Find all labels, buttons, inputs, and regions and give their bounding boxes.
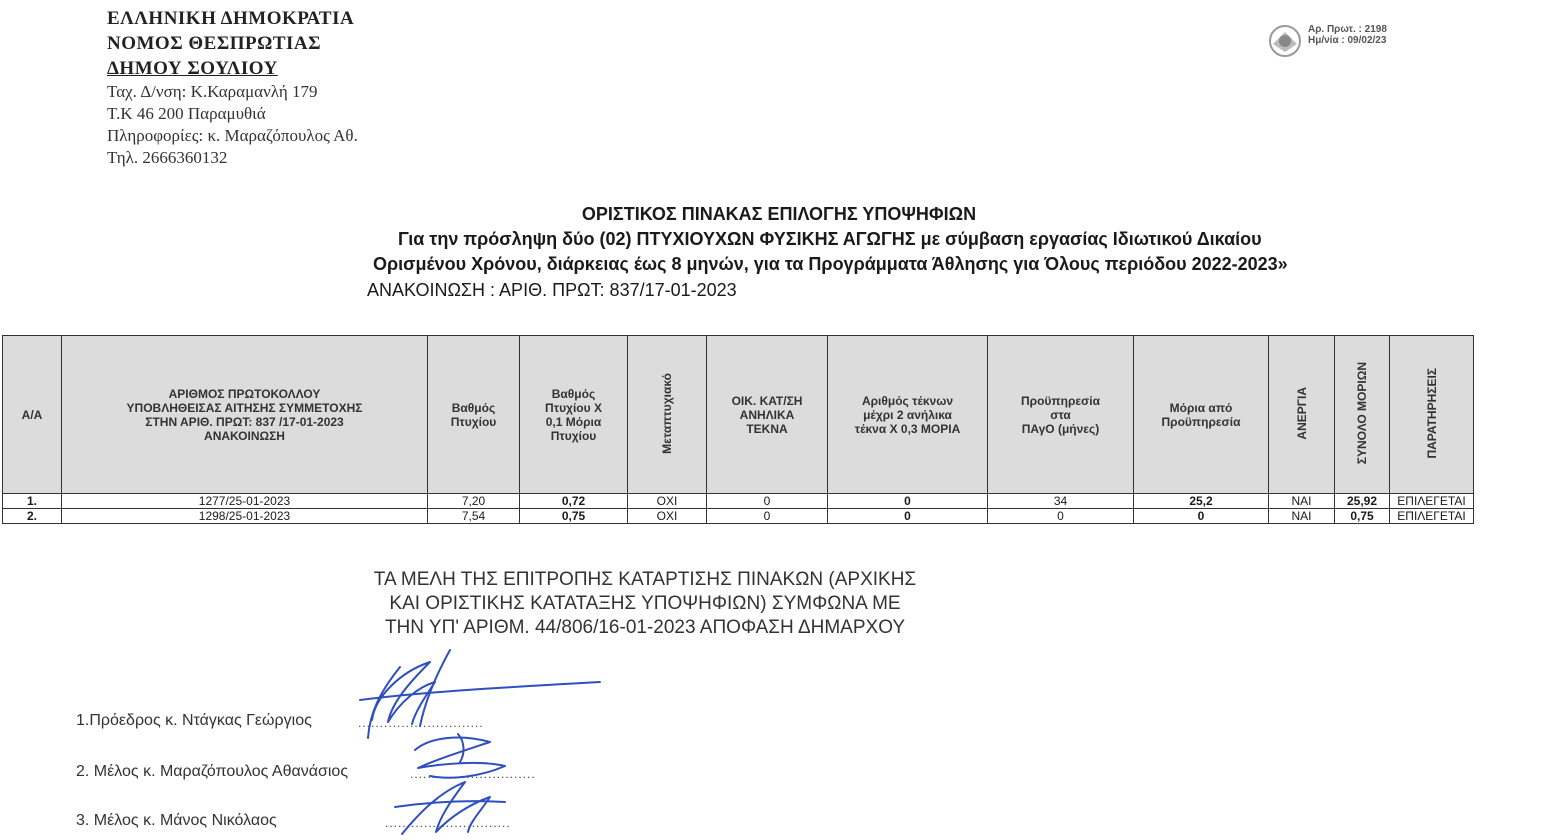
header-phone: Τηλ. 2666360132 (107, 148, 228, 167)
header-address: Ταχ. Δ/νση: Κ.Καραμανλή 179 (107, 82, 318, 101)
title-announcement: ΑΝΑΚΟΙΝΩΣΗ : ΑΡΙΘ. ΠΡΩΤ: 837/17-01-2023 (367, 280, 737, 300)
cell-total: 0,75 (1335, 509, 1390, 524)
cell-remarks: ΕΠΙΛΕΓΕΤΑΙ (1390, 509, 1474, 524)
signatures-graphic (340, 642, 610, 840)
table-header-row (3, 336, 1474, 494)
col-header-total: ΣΥΝΟΛΟ ΜΟΡΙΩΝ (1335, 336, 1390, 494)
col-header-protocol: ΑΡΙΘΜΟΣ ΠΡΩΤΟΚΟΛΛΟΥ ΥΠΟΒΛΗΘΕΙΣΑΣ ΑΙΤΗΣΗΣ ΣΥΜΜΕΤΟΧΗΣ ΣΤΗΝ ΑΡΙΘ. ΠΡΩΤ: 837 /17-01-2023 ΑΝΑΚΟΙΝΩΣΗ (62, 336, 428, 494)
cell-grade: 7,54 (428, 509, 520, 524)
member-third: 3. Μέλος κ. Μάνος Νικόλαος (76, 812, 277, 829)
col-header-grade: Βαθμός Πτυχίου (428, 336, 520, 494)
signature-dots: ............................. (410, 767, 536, 781)
protocol-stamp (1268, 24, 1387, 58)
cell-remarks: ΕΠΙΛΕΓΕΤΑΙ (1390, 494, 1474, 509)
signature-dots: ............................. (358, 716, 484, 730)
cell-minor-children: 0 (707, 494, 828, 509)
member-secretary: 2. Μέλος κ. Μαραζόπουλος Αθανάσιος (76, 763, 349, 780)
signature-secretary (415, 734, 505, 778)
title-main: ΟΡΙΣΤΙΚΟΣ ΠΙΝΑΚΑΣ ΕΠΙΛΟΓΗΣ ΥΠΟΨΗΦΙΩΝ (581, 204, 977, 224)
cell-service-months: 0 (988, 509, 1134, 524)
table-row (3, 509, 1474, 524)
cell-aa: 1. (3, 494, 62, 509)
cell-service-months: 34 (988, 494, 1134, 509)
table-row (3, 494, 1474, 509)
cell-children-points: 0 (828, 494, 988, 509)
header-postal: Τ.Κ 46 200 Παραμυθιά (107, 104, 266, 123)
title-purpose-line2: Ορισμένου Χρόνου, διάρκειας έως 8 μηνών, για τα Προγράμματα Άθλησης για Όλους περιόδου 2022-2023» (373, 254, 1288, 274)
cell-service-points: 0 (1134, 509, 1269, 524)
cell-aa: 2. (3, 509, 62, 524)
committee-line3: ΤΗΝ ΥΠ' ΑΡΙΘΜ. 44/806/16-01-2023 ΑΠΟΦΑΣΗ ΔΗΜΑΡΧΟΥ (384, 617, 906, 638)
cell-minor-children: 0 (707, 509, 828, 524)
col-header-children: Αριθμός τέκνων μέχρι 2 ανήλικα τέκνα Χ 0,3 ΜΟΡΙΑ (828, 336, 988, 494)
cell-grade-points: 0,72 (520, 494, 628, 509)
signature-dots: ............................. (385, 816, 511, 830)
cell-unemployment: ΝΑΙ (1269, 494, 1335, 509)
header-municipality: ΔΗΜΟΥ ΣΟΥΛΙΟΥ (107, 58, 278, 79)
col-header-service-points: Μόρια από Προϋπηρεσία (1134, 336, 1269, 494)
committee-line1: ΤΑ ΜΕΛΗ ΤΗΣ ΕΠΙΤΡΟΠΗΣ ΚΑΤΑΡΤΙΣΗΣ ΠΙΝΑΚΩΝ (ΑΡΧΙΚΗΣ (373, 569, 917, 590)
col-header-postgrad: Μεταπτυχιακό (628, 336, 707, 494)
cell-unemployment: ΝΑΙ (1269, 509, 1335, 524)
cell-service-points: 25,2 (1134, 494, 1269, 509)
cell-postgrad: ΟΧΙ (628, 509, 707, 524)
col-header-family: ΟΙΚ. ΚΑΤ/ΣΗ ΑΝΗΛΙΚΑ ΤΕΚΝΑ (707, 336, 828, 494)
stamp-protocol-number: Αρ. Πρωτ. : 2198 (1308, 24, 1387, 35)
cell-protocol: 1277/25-01-2023 (62, 494, 428, 509)
col-header-remarks: ΠΑΡΑΤΗΡΗΣΕΙΣ (1390, 336, 1474, 494)
cell-grade: 7,20 (428, 494, 520, 509)
stamp-date: Ημ/νία : 09/02/23 (1308, 35, 1387, 46)
col-header-service: Προϋπηρεσία στα ΠΑγΟ (μήνες) (988, 336, 1134, 494)
committee-line2: ΚΑΙ ΟΡΙΣΤΙΚΗΣ ΚΑΤΑΤΑΞΗΣ ΥΠΟΨΗΦΙΩΝ) ΣΥΜΦΩΝΑ ΜΕ (389, 593, 901, 614)
issuer-header (107, 6, 358, 169)
col-header-aa: Α/Α (3, 336, 62, 494)
cell-grade-points: 0,75 (520, 509, 628, 524)
signature-president (360, 650, 600, 738)
cell-protocol: 1298/25-01-2023 (62, 509, 428, 524)
header-prefecture: ΝΟΜΟΣ ΘΕΣΠΡΩΤΙΑΣ (107, 33, 322, 54)
header-republic: ΕΛΛΗΝΙΚΗ ΔΗΜΟΚΡΑΤΙΑ (107, 8, 355, 29)
col-header-grade-points: Βαθμός Πτυχίου Χ 0,1 Μόρια Πτυχίου (520, 336, 628, 494)
stamp-seal-icon (1268, 24, 1302, 58)
title-purpose-line1: Για την πρόσληψη δύο (02) ΠΤΥΧΙΟΥΧΩΝ ΦΥΣΙΚΗΣ ΑΓΩΓΗΣ με σύμβαση εργασίας Ιδιωτικού Δικαίου (398, 229, 1262, 249)
col-header-unemployment: ΑΝΕΡΓΙΑ (1269, 336, 1335, 494)
signature-third (395, 782, 505, 834)
candidates-table (2, 335, 1474, 524)
cell-children-points: 0 (828, 509, 988, 524)
member-president: 1.Πρόεδρος κ. Ντάγκας Γεώργιος (76, 712, 312, 729)
cell-postgrad: ΟΧΙ (628, 494, 707, 509)
committee-statement (0, 568, 1290, 640)
header-info: Πληροφορίες: κ. Μαραζόπουλος Αθ. (107, 126, 358, 145)
cell-total: 25,92 (1335, 494, 1390, 509)
